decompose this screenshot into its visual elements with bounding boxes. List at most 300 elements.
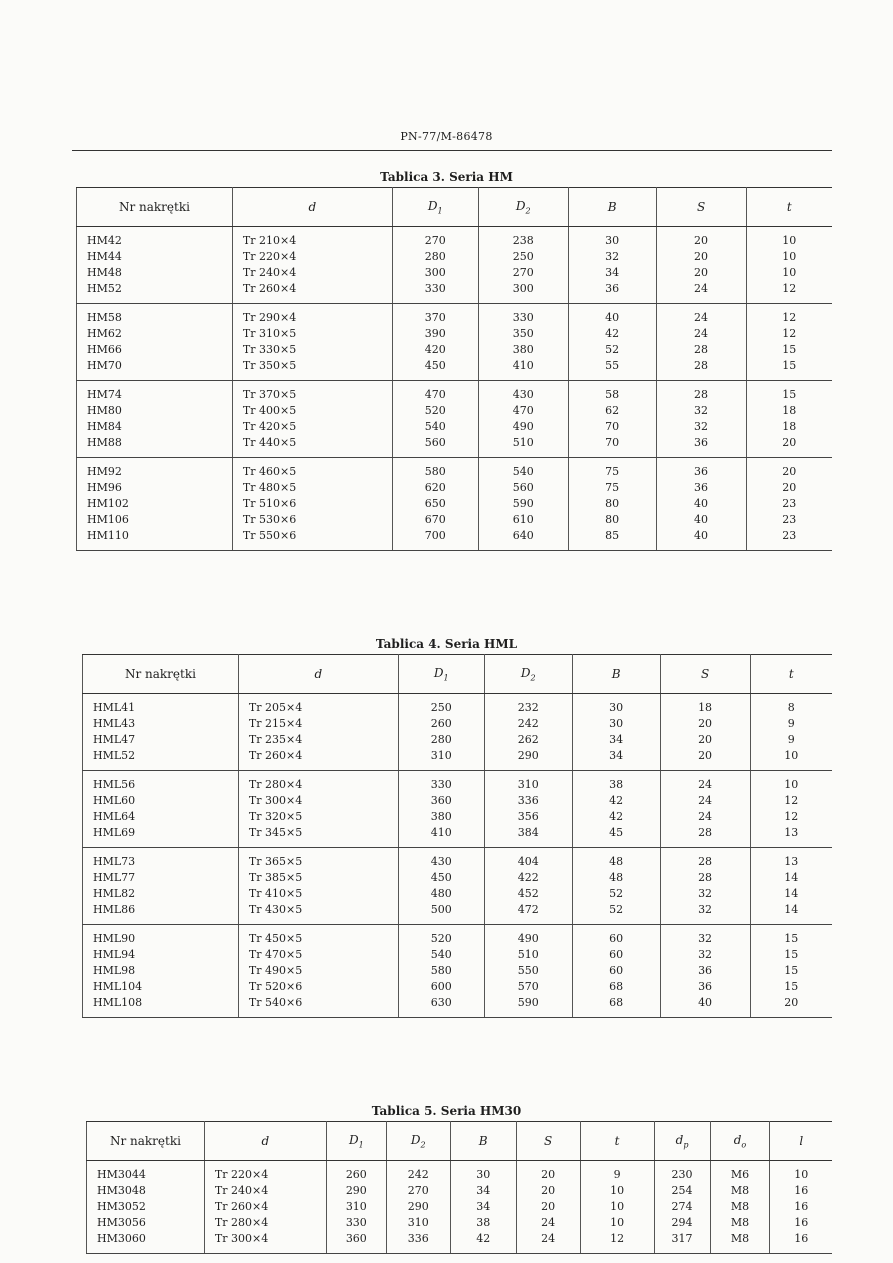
cell-s: 32 bbox=[660, 902, 750, 925]
cell-d: Tr 345×5 bbox=[238, 825, 398, 848]
cell-s: 24 bbox=[660, 809, 750, 825]
cell-d2: 610 bbox=[478, 512, 568, 528]
cell-b: 30 bbox=[450, 1161, 516, 1184]
cell-t: 10 bbox=[782, 234, 797, 247]
cell-nr-nakretki: HML86 bbox=[83, 902, 239, 925]
cell-d2: 472 bbox=[484, 902, 572, 925]
cell-s: 36 bbox=[656, 480, 746, 496]
cell-t: 23 bbox=[746, 528, 832, 551]
table-row bbox=[77, 358, 833, 381]
table-row bbox=[77, 342, 833, 358]
cell-d2: 336 bbox=[484, 793, 572, 809]
cell-d2: 540 bbox=[478, 458, 568, 481]
table-row bbox=[83, 902, 833, 925]
cell-d1: 540 bbox=[392, 419, 478, 435]
table-row bbox=[77, 281, 833, 304]
cell-t: 23 bbox=[782, 497, 797, 510]
cell-s: 32 bbox=[656, 403, 746, 419]
cell-b: 34 bbox=[450, 1183, 516, 1199]
table-5-caption: Tablica 5. Seria HM30 bbox=[371, 1104, 522, 1118]
cell-b: 32 bbox=[568, 249, 656, 265]
cell-l: 16 bbox=[770, 1231, 832, 1254]
cell-d1: 480 bbox=[398, 886, 484, 902]
cell-nr-nakretki: HM96 bbox=[77, 480, 233, 496]
cell-b: 34 bbox=[572, 748, 660, 771]
cell-nr-nakretki: HM3048 bbox=[87, 1183, 205, 1199]
cell-d: Tr 400×5 bbox=[232, 403, 392, 419]
cell-s: 24 bbox=[660, 793, 750, 809]
cell-t: 10 bbox=[580, 1183, 654, 1199]
cell-d2: 232 bbox=[484, 694, 572, 717]
cell-d2: 380 bbox=[478, 342, 568, 358]
cell-d2: 310 bbox=[386, 1215, 450, 1231]
cell-s: 28 bbox=[660, 825, 750, 848]
column-header-d1: $D_1$ bbox=[392, 188, 478, 227]
table-row bbox=[77, 435, 833, 458]
cell-s: 40 bbox=[656, 512, 746, 528]
cell-b: 30 bbox=[572, 716, 660, 732]
column-header-s: S bbox=[656, 188, 746, 227]
table-row bbox=[77, 381, 833, 404]
cell-nr-nakretki: HM3044 bbox=[87, 1161, 205, 1184]
cell-t: 23 bbox=[782, 513, 797, 526]
column-header-d: d bbox=[204, 1122, 326, 1161]
cell-do: M8 bbox=[710, 1215, 770, 1231]
cell-nr-nakretki: HM84 bbox=[77, 419, 233, 435]
cell-d2: 470 bbox=[478, 403, 568, 419]
cell-d1: 450 bbox=[392, 358, 478, 381]
column-header-nr-nakretki: Nr nakrętki bbox=[77, 188, 233, 227]
cell-d: Tr 240×4 bbox=[232, 265, 392, 281]
cell-b: 30 bbox=[572, 694, 660, 717]
cell-b: 38 bbox=[450, 1215, 516, 1231]
cell-d: Tr 520×6 bbox=[238, 979, 398, 995]
cell-b: 42 bbox=[572, 793, 660, 809]
column-header-d: d bbox=[232, 188, 392, 227]
cell-nr-nakretki: HM3060 bbox=[87, 1231, 205, 1254]
cell-d2: 590 bbox=[478, 496, 568, 512]
cell-s: 18 bbox=[660, 694, 750, 717]
cell-d2: 270 bbox=[478, 265, 568, 281]
column-header-t: t bbox=[746, 188, 832, 227]
cell-s: 20 bbox=[660, 732, 750, 748]
cell-d: Tr 210×4 bbox=[232, 227, 392, 250]
cell-s: 20 bbox=[516, 1199, 580, 1215]
table-row bbox=[83, 732, 833, 748]
cell-t: 15 bbox=[784, 948, 799, 961]
cell-d: Tr 550×6 bbox=[232, 528, 392, 551]
cell-dp: 274 bbox=[654, 1199, 710, 1215]
cell-nr-nakretki: HM44 bbox=[77, 249, 233, 265]
table-row bbox=[77, 227, 833, 250]
cell-l: 10 bbox=[794, 1168, 809, 1181]
cell-d: Tr 220×4 bbox=[232, 249, 392, 265]
cell-t: 9 bbox=[580, 1161, 654, 1184]
cell-nr-nakretki: HML60 bbox=[83, 793, 239, 809]
cell-d1: 380 bbox=[398, 809, 484, 825]
column-header-l: l bbox=[770, 1122, 832, 1161]
cell-b: 58 bbox=[568, 381, 656, 404]
cell-d: Tr 260×4 bbox=[238, 748, 398, 771]
cell-d2: 384 bbox=[484, 825, 572, 848]
cell-d2: 300 bbox=[478, 281, 568, 304]
cell-b: 38 bbox=[572, 771, 660, 794]
cell-d2: 242 bbox=[386, 1161, 450, 1184]
cell-nr-nakretki: HML41 bbox=[83, 694, 239, 717]
cell-d2: 422 bbox=[484, 870, 572, 886]
cell-b: 48 bbox=[572, 848, 660, 871]
table-row bbox=[83, 870, 833, 886]
table-4-caption: Tablica 4. Seria HML bbox=[375, 637, 518, 651]
cell-d2: 336 bbox=[386, 1231, 450, 1254]
standard-number: PN-77/M-86478 bbox=[400, 130, 493, 143]
cell-d: Tr 370×5 bbox=[232, 381, 392, 404]
table-row bbox=[77, 265, 833, 281]
cell-d2: 452 bbox=[484, 886, 572, 902]
cell-d2: 310 bbox=[484, 771, 572, 794]
cell-s: 24 bbox=[656, 281, 746, 304]
table-row bbox=[83, 716, 833, 732]
cell-s: 32 bbox=[656, 419, 746, 435]
cell-s: 28 bbox=[660, 848, 750, 871]
table-row bbox=[87, 1183, 833, 1199]
cell-b: 30 bbox=[568, 227, 656, 250]
table-row bbox=[77, 249, 833, 265]
cell-nr-nakretki: HM3056 bbox=[87, 1215, 205, 1231]
cell-d1: 360 bbox=[326, 1231, 386, 1254]
cell-t: 12 bbox=[784, 794, 799, 807]
column-header-b: B bbox=[572, 655, 660, 694]
cell-d: Tr 215×4 bbox=[238, 716, 398, 732]
cell-t: 9 bbox=[787, 733, 795, 746]
cell-t: 18 bbox=[782, 404, 797, 417]
cell-d2: 490 bbox=[478, 419, 568, 435]
cell-d1: 470 bbox=[392, 381, 478, 404]
cell-b: 45 bbox=[572, 825, 660, 848]
cell-s: 20 bbox=[516, 1161, 580, 1184]
cell-d: Tr 320×5 bbox=[238, 809, 398, 825]
column-header-d2: $D_2$ bbox=[478, 188, 568, 227]
cell-d1: 410 bbox=[398, 825, 484, 848]
header-row bbox=[77, 188, 833, 227]
table-row bbox=[83, 809, 833, 825]
cell-t: 10 bbox=[782, 266, 797, 279]
column-header-d2: $D_2$ bbox=[484, 655, 572, 694]
header-row bbox=[83, 655, 833, 694]
table-row bbox=[77, 496, 833, 512]
cell-d1: 260 bbox=[398, 716, 484, 732]
cell-do: M8 bbox=[710, 1231, 770, 1254]
cell-d1: 420 bbox=[392, 342, 478, 358]
table-row bbox=[83, 825, 833, 848]
cell-d: Tr 280×4 bbox=[204, 1215, 326, 1231]
table-row bbox=[83, 925, 833, 948]
cell-nr-nakretki: HM52 bbox=[77, 281, 233, 304]
cell-s: 40 bbox=[656, 496, 746, 512]
cell-t: 10 bbox=[580, 1215, 654, 1231]
cell-s: 28 bbox=[656, 381, 746, 404]
cell-b: 34 bbox=[450, 1199, 516, 1215]
cell-b: 52 bbox=[572, 902, 660, 925]
table-row bbox=[87, 1199, 833, 1215]
cell-b: 40 bbox=[568, 304, 656, 327]
table-row bbox=[77, 304, 833, 327]
cell-d2: 640 bbox=[478, 528, 568, 551]
cell-s: 20 bbox=[660, 716, 750, 732]
table-row bbox=[87, 1161, 833, 1184]
cell-d2: 430 bbox=[478, 381, 568, 404]
table-4-seria-hml bbox=[82, 654, 832, 1018]
cell-d: Tr 510×6 bbox=[232, 496, 392, 512]
column-header-t: t bbox=[580, 1122, 654, 1161]
table-row bbox=[77, 512, 833, 528]
cell-nr-nakretki: HM88 bbox=[77, 435, 233, 458]
table-row bbox=[83, 748, 833, 771]
cell-nr-nakretki: HML52 bbox=[83, 748, 239, 771]
cell-d1: 600 bbox=[398, 979, 484, 995]
table-row bbox=[77, 403, 833, 419]
cell-d2: 262 bbox=[484, 732, 572, 748]
column-header-d: d bbox=[238, 655, 398, 694]
column-header-t: t bbox=[750, 655, 832, 694]
table-row bbox=[83, 886, 833, 902]
cell-d1: 580 bbox=[392, 458, 478, 481]
cell-d1: 500 bbox=[398, 902, 484, 925]
table-row bbox=[87, 1215, 833, 1231]
cell-t: 8 bbox=[787, 701, 795, 714]
column-header-d1: $D_1$ bbox=[398, 655, 484, 694]
cell-t: 12 bbox=[746, 281, 832, 304]
cell-d1: 370 bbox=[392, 304, 478, 327]
cell-d: Tr 350×5 bbox=[232, 358, 392, 381]
cell-d1: 360 bbox=[398, 793, 484, 809]
cell-d1: 670 bbox=[392, 512, 478, 528]
cell-b: 68 bbox=[572, 979, 660, 995]
cell-b: 34 bbox=[572, 732, 660, 748]
cell-nr-nakretki: HM92 bbox=[77, 458, 233, 481]
cell-b: 75 bbox=[568, 458, 656, 481]
cell-d: Tr 470×5 bbox=[238, 947, 398, 963]
cell-s: 20 bbox=[516, 1183, 580, 1199]
cell-d1: 330 bbox=[392, 281, 478, 304]
cell-b: 42 bbox=[572, 809, 660, 825]
cell-d2: 242 bbox=[484, 716, 572, 732]
cell-d1: 630 bbox=[398, 995, 484, 1018]
table-3-seria-hm bbox=[76, 187, 832, 551]
cell-l: 16 bbox=[794, 1200, 809, 1213]
cell-nr-nakretki: HML47 bbox=[83, 732, 239, 748]
cell-d2: 250 bbox=[478, 249, 568, 265]
table-row bbox=[83, 771, 833, 794]
cell-d: Tr 490×5 bbox=[238, 963, 398, 979]
cell-b: 52 bbox=[572, 886, 660, 902]
cell-d1: 700 bbox=[392, 528, 478, 551]
cell-t: 10 bbox=[580, 1199, 654, 1215]
cell-nr-nakretki: HM42 bbox=[77, 227, 233, 250]
cell-d1: 650 bbox=[392, 496, 478, 512]
cell-b: 70 bbox=[568, 435, 656, 458]
column-header-s: S bbox=[516, 1122, 580, 1161]
cell-s: 28 bbox=[656, 358, 746, 381]
cell-t: 12 bbox=[580, 1231, 654, 1254]
column-header-dp: $d_p$ bbox=[654, 1122, 710, 1161]
cell-d: Tr 290×4 bbox=[232, 304, 392, 327]
cell-t: 15 bbox=[782, 343, 797, 356]
cell-nr-nakretki: HM70 bbox=[77, 358, 233, 381]
column-header-nr-nakretki: Nr nakrętki bbox=[87, 1122, 205, 1161]
column-header-d2: $D_2$ bbox=[386, 1122, 450, 1161]
cell-d1: 540 bbox=[398, 947, 484, 963]
cell-t: 15 bbox=[784, 964, 799, 977]
cell-t: 14 bbox=[750, 902, 832, 925]
cell-nr-nakretki: HML56 bbox=[83, 771, 239, 794]
cell-nr-nakretki: HM48 bbox=[77, 265, 233, 281]
table-row bbox=[83, 793, 833, 809]
cell-d: Tr 235×4 bbox=[238, 732, 398, 748]
cell-s: 24 bbox=[660, 771, 750, 794]
cell-nr-nakretki: HML82 bbox=[83, 886, 239, 902]
cell-s: 32 bbox=[660, 947, 750, 963]
cell-b: 42 bbox=[450, 1231, 516, 1254]
cell-d2: 350 bbox=[478, 326, 568, 342]
cell-t: 15 bbox=[784, 932, 799, 945]
cell-d: Tr 220×4 bbox=[204, 1161, 326, 1184]
cell-dp: 254 bbox=[654, 1183, 710, 1199]
cell-d1: 330 bbox=[398, 771, 484, 794]
cell-b: 60 bbox=[572, 963, 660, 979]
cell-nr-nakretki: HML98 bbox=[83, 963, 239, 979]
cell-d: Tr 480×5 bbox=[232, 480, 392, 496]
cell-s: 40 bbox=[656, 528, 746, 551]
cell-b: 52 bbox=[568, 342, 656, 358]
cell-b: 70 bbox=[568, 419, 656, 435]
cell-d2: 490 bbox=[484, 925, 572, 948]
table-row bbox=[83, 848, 833, 871]
table-row bbox=[77, 458, 833, 481]
cell-t: 12 bbox=[784, 810, 799, 823]
cell-d1: 620 bbox=[392, 480, 478, 496]
cell-t: 14 bbox=[784, 887, 799, 900]
cell-t: 9 bbox=[787, 717, 795, 730]
cell-s: 20 bbox=[656, 249, 746, 265]
cell-t: 15 bbox=[784, 980, 799, 993]
table-row bbox=[87, 1231, 833, 1254]
cell-d: Tr 450×5 bbox=[238, 925, 398, 948]
cell-b: 60 bbox=[572, 925, 660, 948]
cell-d1: 520 bbox=[392, 403, 478, 419]
cell-d1: 250 bbox=[398, 694, 484, 717]
cell-t: 20 bbox=[750, 995, 832, 1018]
cell-d: Tr 300×4 bbox=[238, 793, 398, 809]
cell-d: Tr 310×5 bbox=[232, 326, 392, 342]
cell-d1: 310 bbox=[326, 1199, 386, 1215]
cell-d2: 550 bbox=[484, 963, 572, 979]
cell-b: 42 bbox=[568, 326, 656, 342]
cell-d: Tr 240×4 bbox=[204, 1183, 326, 1199]
table-row bbox=[83, 947, 833, 963]
cell-d: Tr 385×5 bbox=[238, 870, 398, 886]
cell-d: Tr 530×6 bbox=[232, 512, 392, 528]
table-row bbox=[83, 995, 833, 1018]
cell-d: Tr 330×5 bbox=[232, 342, 392, 358]
cell-b: 75 bbox=[568, 480, 656, 496]
cell-d: Tr 410×5 bbox=[238, 886, 398, 902]
cell-nr-nakretki: HM80 bbox=[77, 403, 233, 419]
cell-s: 20 bbox=[656, 265, 746, 281]
cell-b: 68 bbox=[572, 995, 660, 1018]
cell-t: 10 bbox=[784, 778, 799, 791]
cell-t: 10 bbox=[782, 250, 797, 263]
cell-d1: 280 bbox=[392, 249, 478, 265]
table-row bbox=[77, 326, 833, 342]
column-header-do: $d_o$ bbox=[710, 1122, 770, 1161]
cell-nr-nakretki: HM3052 bbox=[87, 1199, 205, 1215]
cell-b: 85 bbox=[568, 528, 656, 551]
cell-d1: 560 bbox=[392, 435, 478, 458]
cell-d: Tr 260×4 bbox=[204, 1199, 326, 1215]
cell-d2: 404 bbox=[484, 848, 572, 871]
cell-t: 20 bbox=[746, 435, 832, 458]
column-header-nr-nakretki: Nr nakrętki bbox=[83, 655, 239, 694]
cell-s: 36 bbox=[660, 963, 750, 979]
cell-nr-nakretki: HML43 bbox=[83, 716, 239, 732]
cell-d2: 510 bbox=[478, 435, 568, 458]
cell-d: Tr 300×4 bbox=[204, 1231, 326, 1254]
cell-s: 32 bbox=[660, 886, 750, 902]
header-row bbox=[87, 1122, 833, 1161]
cell-d: Tr 420×5 bbox=[232, 419, 392, 435]
cell-b: 34 bbox=[568, 265, 656, 281]
cell-nr-nakretki: HML73 bbox=[83, 848, 239, 871]
cell-nr-nakretki: HML104 bbox=[83, 979, 239, 995]
cell-d1: 580 bbox=[398, 963, 484, 979]
cell-s: 28 bbox=[660, 870, 750, 886]
cell-s: 20 bbox=[656, 227, 746, 250]
cell-d: Tr 430×5 bbox=[238, 902, 398, 925]
cell-dp: 294 bbox=[654, 1215, 710, 1231]
cell-t: 13 bbox=[750, 825, 832, 848]
header-rule bbox=[72, 150, 832, 151]
cell-b: 36 bbox=[568, 281, 656, 304]
cell-d2: 410 bbox=[478, 358, 568, 381]
cell-d1: 450 bbox=[398, 870, 484, 886]
cell-d2: 290 bbox=[386, 1199, 450, 1215]
table-row bbox=[83, 694, 833, 717]
cell-s: 36 bbox=[656, 435, 746, 458]
cell-d1: 520 bbox=[398, 925, 484, 948]
cell-d: Tr 440×5 bbox=[232, 435, 392, 458]
cell-nr-nakretki: HML108 bbox=[83, 995, 239, 1018]
cell-t: 18 bbox=[782, 420, 797, 433]
cell-d: Tr 205×4 bbox=[238, 694, 398, 717]
cell-b: 80 bbox=[568, 512, 656, 528]
cell-nr-nakretki: HM74 bbox=[77, 381, 233, 404]
cell-d2: 270 bbox=[386, 1183, 450, 1199]
cell-dp: 230 bbox=[654, 1161, 710, 1184]
cell-d2: 330 bbox=[478, 304, 568, 327]
cell-b: 55 bbox=[568, 358, 656, 381]
cell-d2: 356 bbox=[484, 809, 572, 825]
cell-d1: 310 bbox=[398, 748, 484, 771]
cell-b: 48 bbox=[572, 870, 660, 886]
table-row bbox=[83, 963, 833, 979]
cell-nr-nakretki: HML77 bbox=[83, 870, 239, 886]
table-3-caption: Tablica 3. Seria HM bbox=[380, 170, 513, 184]
table-row bbox=[83, 979, 833, 995]
cell-nr-nakretki: HML64 bbox=[83, 809, 239, 825]
cell-d1: 270 bbox=[392, 227, 478, 250]
column-header-d1: $D_1$ bbox=[326, 1122, 386, 1161]
